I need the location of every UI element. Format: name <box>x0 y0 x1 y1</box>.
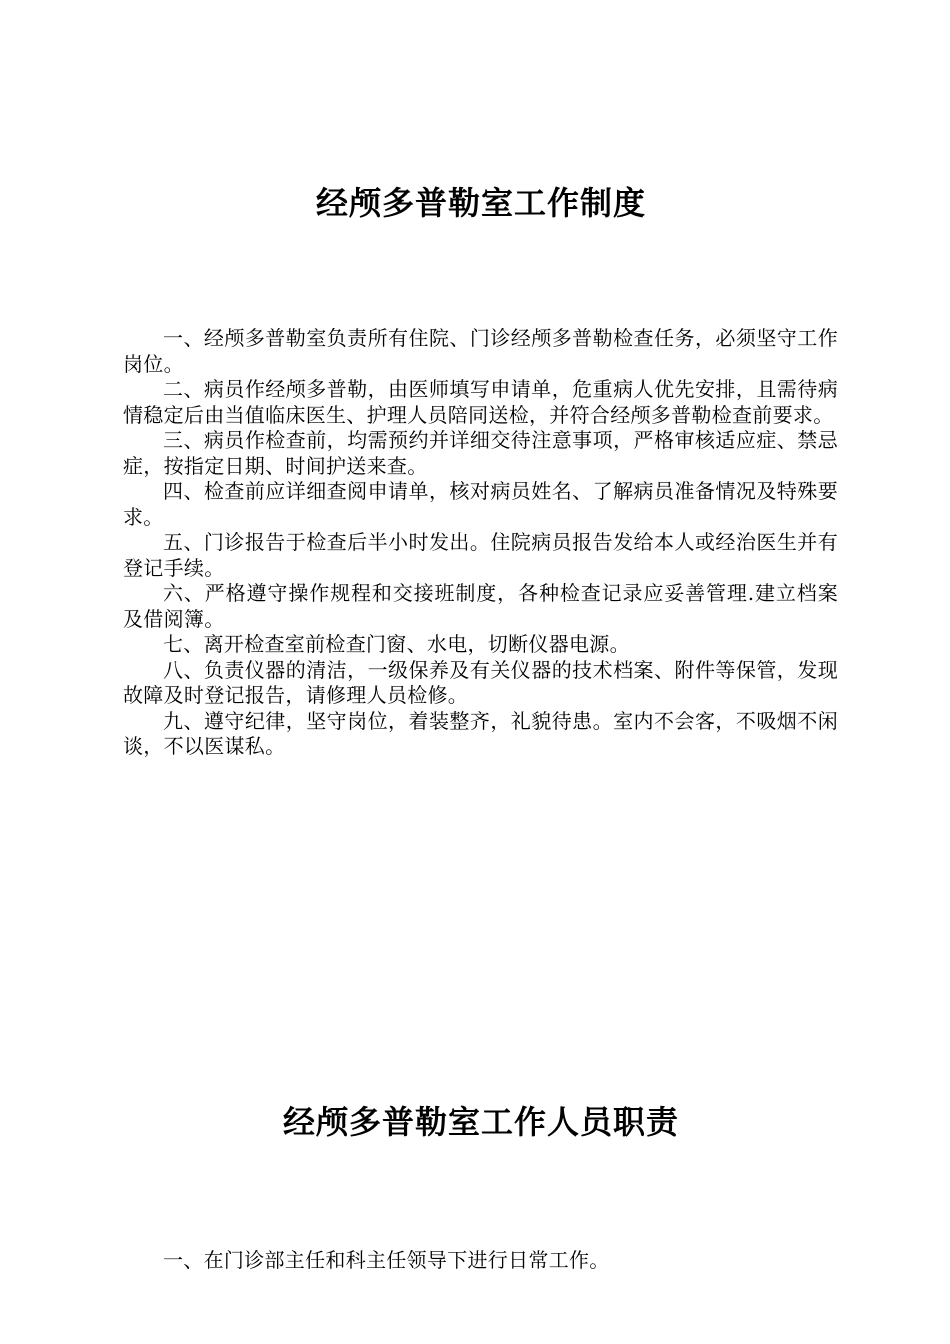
rule-paragraph-9: 九、遵守纪律，坚守岗位，着装整齐，礼貌待患。室内不会客，不吸烟不闲谈，不以医谋私。 <box>123 708 838 758</box>
rule-paragraph-1: 一、经颅多普勒室负责所有住院、门诊经颅多普勒检查任务，必须坚守工作岗位。 <box>123 326 838 376</box>
rule-paragraph-4: 四、检查前应详细查阅申请单，核对病员姓名、了解病员准备情况及特殊要求。 <box>123 479 838 529</box>
section-title: 经颅多普勒室工作人员职责 <box>282 1103 679 1141</box>
rule-paragraph-3: 三、病员作检查前，均需预约并详细交待注意事项，严格审核适应症、禁忌症，按指定日期、时间护送来查。 <box>123 428 838 478</box>
rule-paragraph-8: 八、负责仪器的清洁，一级保养及有关仪器的技术档案、附件等保管，发现故障及时登记报告，请修理人员检修。 <box>123 657 838 707</box>
duty-paragraph-1: 一、在门诊部主任和科主任领导下进行日常工作。 <box>163 1248 610 1272</box>
rule-paragraph-6: 六、严格遵守操作规程和交接班制度，各种检查记录应妥善管理.建立档案及借阅簿。 <box>123 581 838 631</box>
rules-section <box>123 326 838 760</box>
rule-paragraph-7: 七、离开检查室前检查门窗、水电，切断仪器电源。 <box>163 632 630 656</box>
document-title: 经颅多普勒室工作制度 <box>315 184 646 222</box>
rule-paragraph-5: 五、门诊报告于检查后半小时发出。住院病员报告发给本人或经治医生并有登记手续。 <box>123 530 838 580</box>
duties-section <box>123 1248 838 1274</box>
rule-paragraph-2: 二、病员作经颅多普勒，由医师填写申请单，危重病人优先安排，且需待病情稳定后由当值临床医生、护理人员陪同送检，并符合经颅多普勒检查前要求。 <box>123 377 838 427</box>
